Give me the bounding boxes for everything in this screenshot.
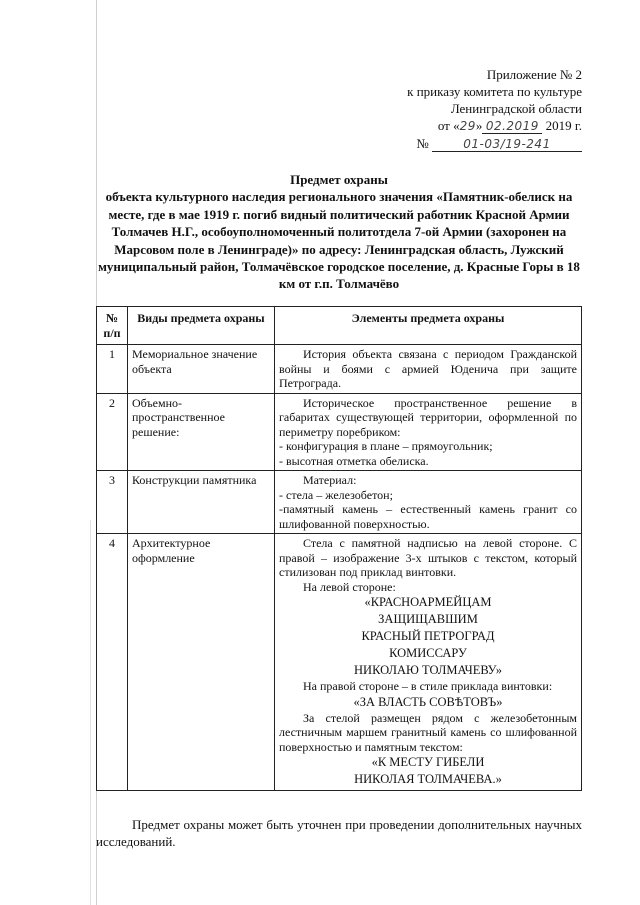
- row-number: 4: [97, 534, 128, 791]
- table-row: [97, 345, 582, 394]
- title-object-description: объекта культурного наследия регионального значения «Памятник-обелиск на месте, где в мае 1919 г. погиб видный политический работник Красной Армии Толмачев Н.Г., особоуполномоченный политотдела 7-ой Армии (захоронен на Марсовом поле в Ленинграде)» по адресу: Ленинградская область, Лужский муниципальный район, Толмачёвское городское поселение, д. Красные Горы в 18 км от г.п. Толмачёво: [98, 189, 580, 292]
- inscription-left: КРАСНЫЙ ПЕТРОГРАД: [361, 629, 495, 643]
- appendix-number: № 01-03/19-241: [352, 135, 582, 152]
- row-elements: Стела с памятной надписью на левой стороне. С правой – изображение 3-х штыков с текстом, который стилизован под приклад винтовки. На левой стороне: «КРАСНОАРМЕЙЦАМ ЗАЩИЩАВШИМ КРАСНЫЙ ПЕТРОГРАД КОМИССАРУ НИКОЛАЮ ТОЛМАЧЕВУ» На правой стороне – в стиле приклада винтовки: «ЗА ВЛАСТЬ СОВѢТОВЪ» За стелой размещен рядом с железобетонным лестничным маршем гранитный камень со шлифованной поверхностью и памятным текстом: «К МЕСТУ ГИБЕЛИ НИКОЛАЯ ТОЛМАЧЕВА.»: [275, 534, 582, 791]
- header-type: Виды предмета охраны: [128, 307, 275, 345]
- inscription-left: НИКОЛАЮ ТОЛМАЧЕВУ»: [354, 663, 502, 677]
- row-type: Архитектурное оформление: [128, 534, 275, 791]
- header-elements: Элементы предмета охраны: [275, 307, 582, 345]
- table-header-row: [97, 307, 582, 345]
- table-row: [97, 393, 582, 471]
- header-number: № п/п: [97, 307, 128, 345]
- row-elements: Историческое пространственное решение в габаритах существующей территории, оформленной по периметру поребриком: - конфигурация в плане – прямоугольник; - высотная отметка обелиска.: [275, 393, 582, 471]
- inscription-right: «ЗА ВЛАСТЬ СОВѢТОВЪ»: [353, 694, 503, 709]
- protection-table: [96, 306, 582, 791]
- row-elements: Материал: - стела – железобетон; -памятный камень – естественный камень гранит со шлифованной поверхностью.: [275, 471, 582, 534]
- appendix-date: от «29» 02.2019 2019 г.: [437, 118, 582, 133]
- inscription-stone: «К МЕСТУ ГИБЕЛИ: [371, 755, 485, 769]
- appendix-title: Приложение № 2: [486, 67, 582, 82]
- title-heading: Предмет охраны: [290, 172, 388, 187]
- table-row: [97, 471, 582, 534]
- handwritten-month: 02.2019: [482, 120, 542, 134]
- row-number: 2: [97, 393, 128, 471]
- appendix-block: [352, 66, 582, 152]
- table-row: [97, 534, 582, 791]
- row-type: Мемориальное значение объекта: [128, 345, 275, 394]
- appendix-line-2: Ленинградской области: [450, 101, 582, 116]
- inscription-left: ЗАЩИЩАВШИМ: [378, 612, 478, 626]
- row-number: 1: [97, 345, 128, 394]
- row-elements: История объекта связана с периодом Гражданской войны и боями с армией Юденича при защите Петрограда.: [275, 345, 582, 394]
- footer-note: Предмет охраны может быть уточнен при проведении дополнительных научных исследований.: [96, 817, 582, 849]
- handwritten-number: 01-03/19-241: [432, 138, 582, 152]
- appendix-line-1: к приказу комитета по культуре: [407, 84, 582, 99]
- handwritten-day: 29: [459, 119, 476, 133]
- document-title: [96, 171, 582, 293]
- row-type: Объемно-пространственное решение:: [128, 393, 275, 471]
- inscription-left: КОМИССАРУ: [389, 646, 467, 660]
- row-type: Конструкции памятника: [128, 471, 275, 534]
- inscription-left: «КРАСНОАРМЕЙЦАМ: [364, 595, 492, 609]
- row-number: 3: [97, 471, 128, 534]
- margin-line-faint: [90, 520, 91, 905]
- inscription-stone: НИКОЛАЯ ТОЛМАЧЕВА.»: [354, 772, 502, 786]
